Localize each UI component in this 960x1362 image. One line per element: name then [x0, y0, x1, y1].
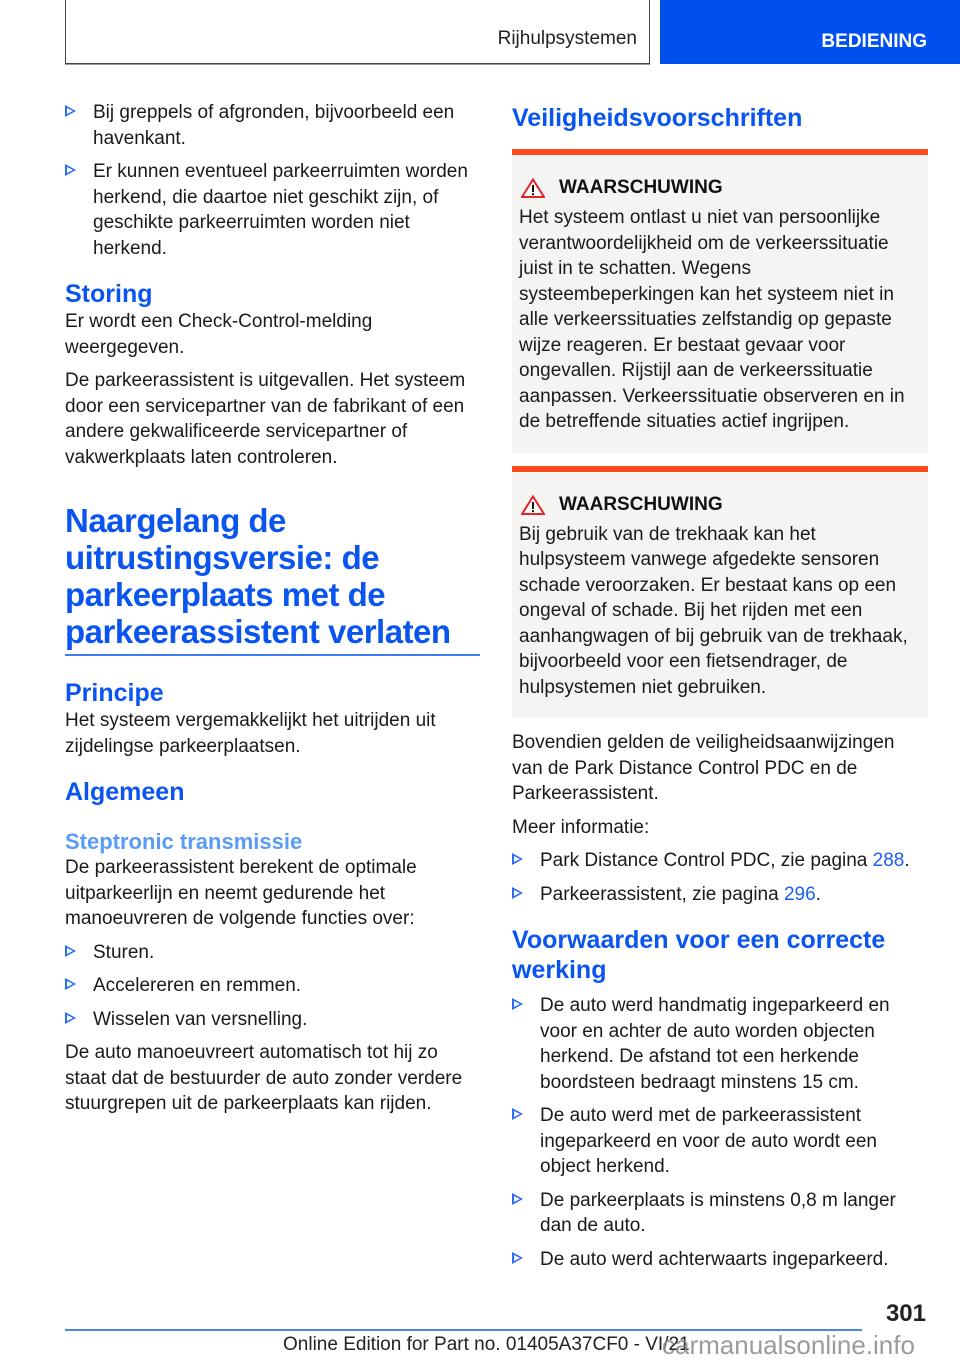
list-item: Wisselen van versnelling. — [65, 1007, 480, 1033]
list-item: Sturen. — [65, 940, 480, 966]
list-item: De auto werd achterwaarts ingeparkeerd. — [512, 1247, 928, 1273]
algemeen-paragraph-2: De auto manoeuvreert automatisch tot hij zo staat dat de bestuurder de auto zonder verdere stuurgrepen uit de parkeerplaats kan rijden. — [65, 1042, 463, 1114]
footer-edition: Online Edition for Part no. 01405A37CF0 - VI/21 — [283, 1334, 690, 1355]
veiligheid-paragraph-1: Bovendien gelden de veiligheidsaanwijzingen van de Park Distance Control PDC en de Parkeerassistent. — [512, 732, 895, 804]
veiligheid-heading: Veiligheidsvoorschriften — [512, 104, 803, 132]
steptronic-subheading: Steptronic transmissie — [65, 829, 303, 854]
header-chapter-title: BEDIENING — [821, 31, 927, 52]
header-chapter-tab — [660, 0, 960, 64]
list-item: Park Distance Control PDC, zie pagina 288. — [512, 848, 928, 874]
bullet-triangle-icon — [512, 1252, 523, 1264]
bullet-triangle-icon — [65, 945, 76, 957]
reference-list — [512, 848, 928, 907]
intro-bullet-list — [65, 100, 480, 261]
warning-text: Bij gebruik van de trekhaak kan het hulpsysteem vanwege afgedekte sensoren schade veroorzaken. Er bestaat kans op een ongeval of schade. Bij het rijden met een aanhangwagen of bij gebruik van de trekhaak, bijvoorbeeld voor een fietsendrager, de hulpsystemen niet gebruiken. — [519, 523, 908, 698]
list-item: Er kunnen eventueel parkeerruimten worden herkend, die daartoe niet geschikt zijn, of geschikte parkeerruimten worden niet herkend. — [65, 159, 480, 261]
bullet-triangle-icon — [65, 1012, 76, 1024]
list-item: Parkeerassistent, zie pagina 296. — [512, 882, 928, 908]
warning-label: WAARSCHUWING — [559, 177, 723, 198]
bullet-triangle-icon — [65, 105, 76, 117]
main-section-heading: Naargelang de uitrustingsversie: de parkeerplaats met de parkeerassistent verlaten — [65, 502, 451, 650]
page-link-296[interactable]: 296 — [783, 883, 816, 905]
principe-heading: Principe — [65, 679, 164, 707]
conditions-bullet-list — [512, 993, 928, 1272]
bullet-triangle-icon — [512, 1193, 523, 1205]
watermark: carmanualsonline.info — [662, 1330, 915, 1360]
warning-box — [512, 466, 928, 719]
bullet-triangle-icon — [512, 887, 523, 899]
heading-divider — [65, 654, 480, 656]
header-section-tab — [65, 0, 650, 64]
bullet-triangle-icon — [512, 853, 523, 865]
storing-heading: Storing — [65, 280, 153, 308]
bullet-triangle-icon — [65, 978, 76, 990]
storing-paragraph-2: De parkeerassistent is uitgevallen. Het systeem door een servicepartner van de fabrikant of een andere gekwalificeerde servicepartner of vakwerkplaats laten controleren. — [65, 370, 466, 468]
list-item: De auto werd met de parkeerassistent ingeparkeerd en voor de auto wordt een object herkend. — [512, 1103, 928, 1180]
warning-text: Het systeem ontlast u niet van persoonlijke verantwoordelijkheid om de verkeerssituatie juist in te schatten. Wegens systeembeperkingen kan het systeem niet in alle verkeerssituaties zelfstandig op gepaste wijze reageren. Er bestaat gevaar voor ongevallen. Rijstijl aan de verkeerssituatie aanpassen. Verkeerssituatie observeren en in de betreffende situaties actief ingrijpen. — [519, 207, 905, 432]
warning-triangle-icon — [521, 178, 545, 198]
algemeen-paragraph-1: De parkeerassistent berekent de optimale uitparkeerlijn en neemt gedurende het manoeuvreren de volgende functies over: — [65, 857, 417, 929]
header-section-title: Rijhulpsystemen — [497, 28, 637, 49]
principe-paragraph: Het systeem vergemakkelijkt het uitrijden uit zijdelingse parkeerplaatsen. — [65, 710, 436, 757]
bullet-triangle-icon — [512, 1108, 523, 1120]
list-item: Bij greppels of afgronden, bijvoorbeeld een havenkant. — [65, 100, 480, 151]
algemeen-heading: Algemeen — [65, 778, 185, 806]
list-item: De auto werd handmatig ingeparkeerd en voor en achter de auto worden objecten herkend. De afstand tot een herkende boordsteen bedraagt minstens 15 cm. — [512, 993, 928, 1095]
left-column — [65, 100, 480, 1125]
warning-triangle-icon — [521, 495, 545, 515]
veiligheid-paragraph-2: Meer informatie: — [512, 816, 650, 838]
right-column — [512, 100, 928, 1280]
bullet-triangle-icon — [512, 998, 523, 1010]
list-item: Accelereren en remmen. — [65, 973, 480, 999]
list-item: De parkeerplaats is minstens 0,8 m langer dan de auto. — [512, 1188, 928, 1239]
warning-label: WAARSCHUWING — [559, 493, 723, 515]
storing-paragraph-1: Er wordt een Check-Control-melding weergegeven. — [65, 311, 373, 358]
page-link-288[interactable]: 288 — [872, 850, 905, 871]
bullet-triangle-icon — [65, 164, 76, 176]
functions-bullet-list — [65, 940, 480, 1033]
voorwaarden-heading: Voorwaarden voor een correcte werking — [512, 926, 886, 984]
warning-box — [512, 149, 928, 453]
page-number: 301 — [885, 1300, 926, 1327]
